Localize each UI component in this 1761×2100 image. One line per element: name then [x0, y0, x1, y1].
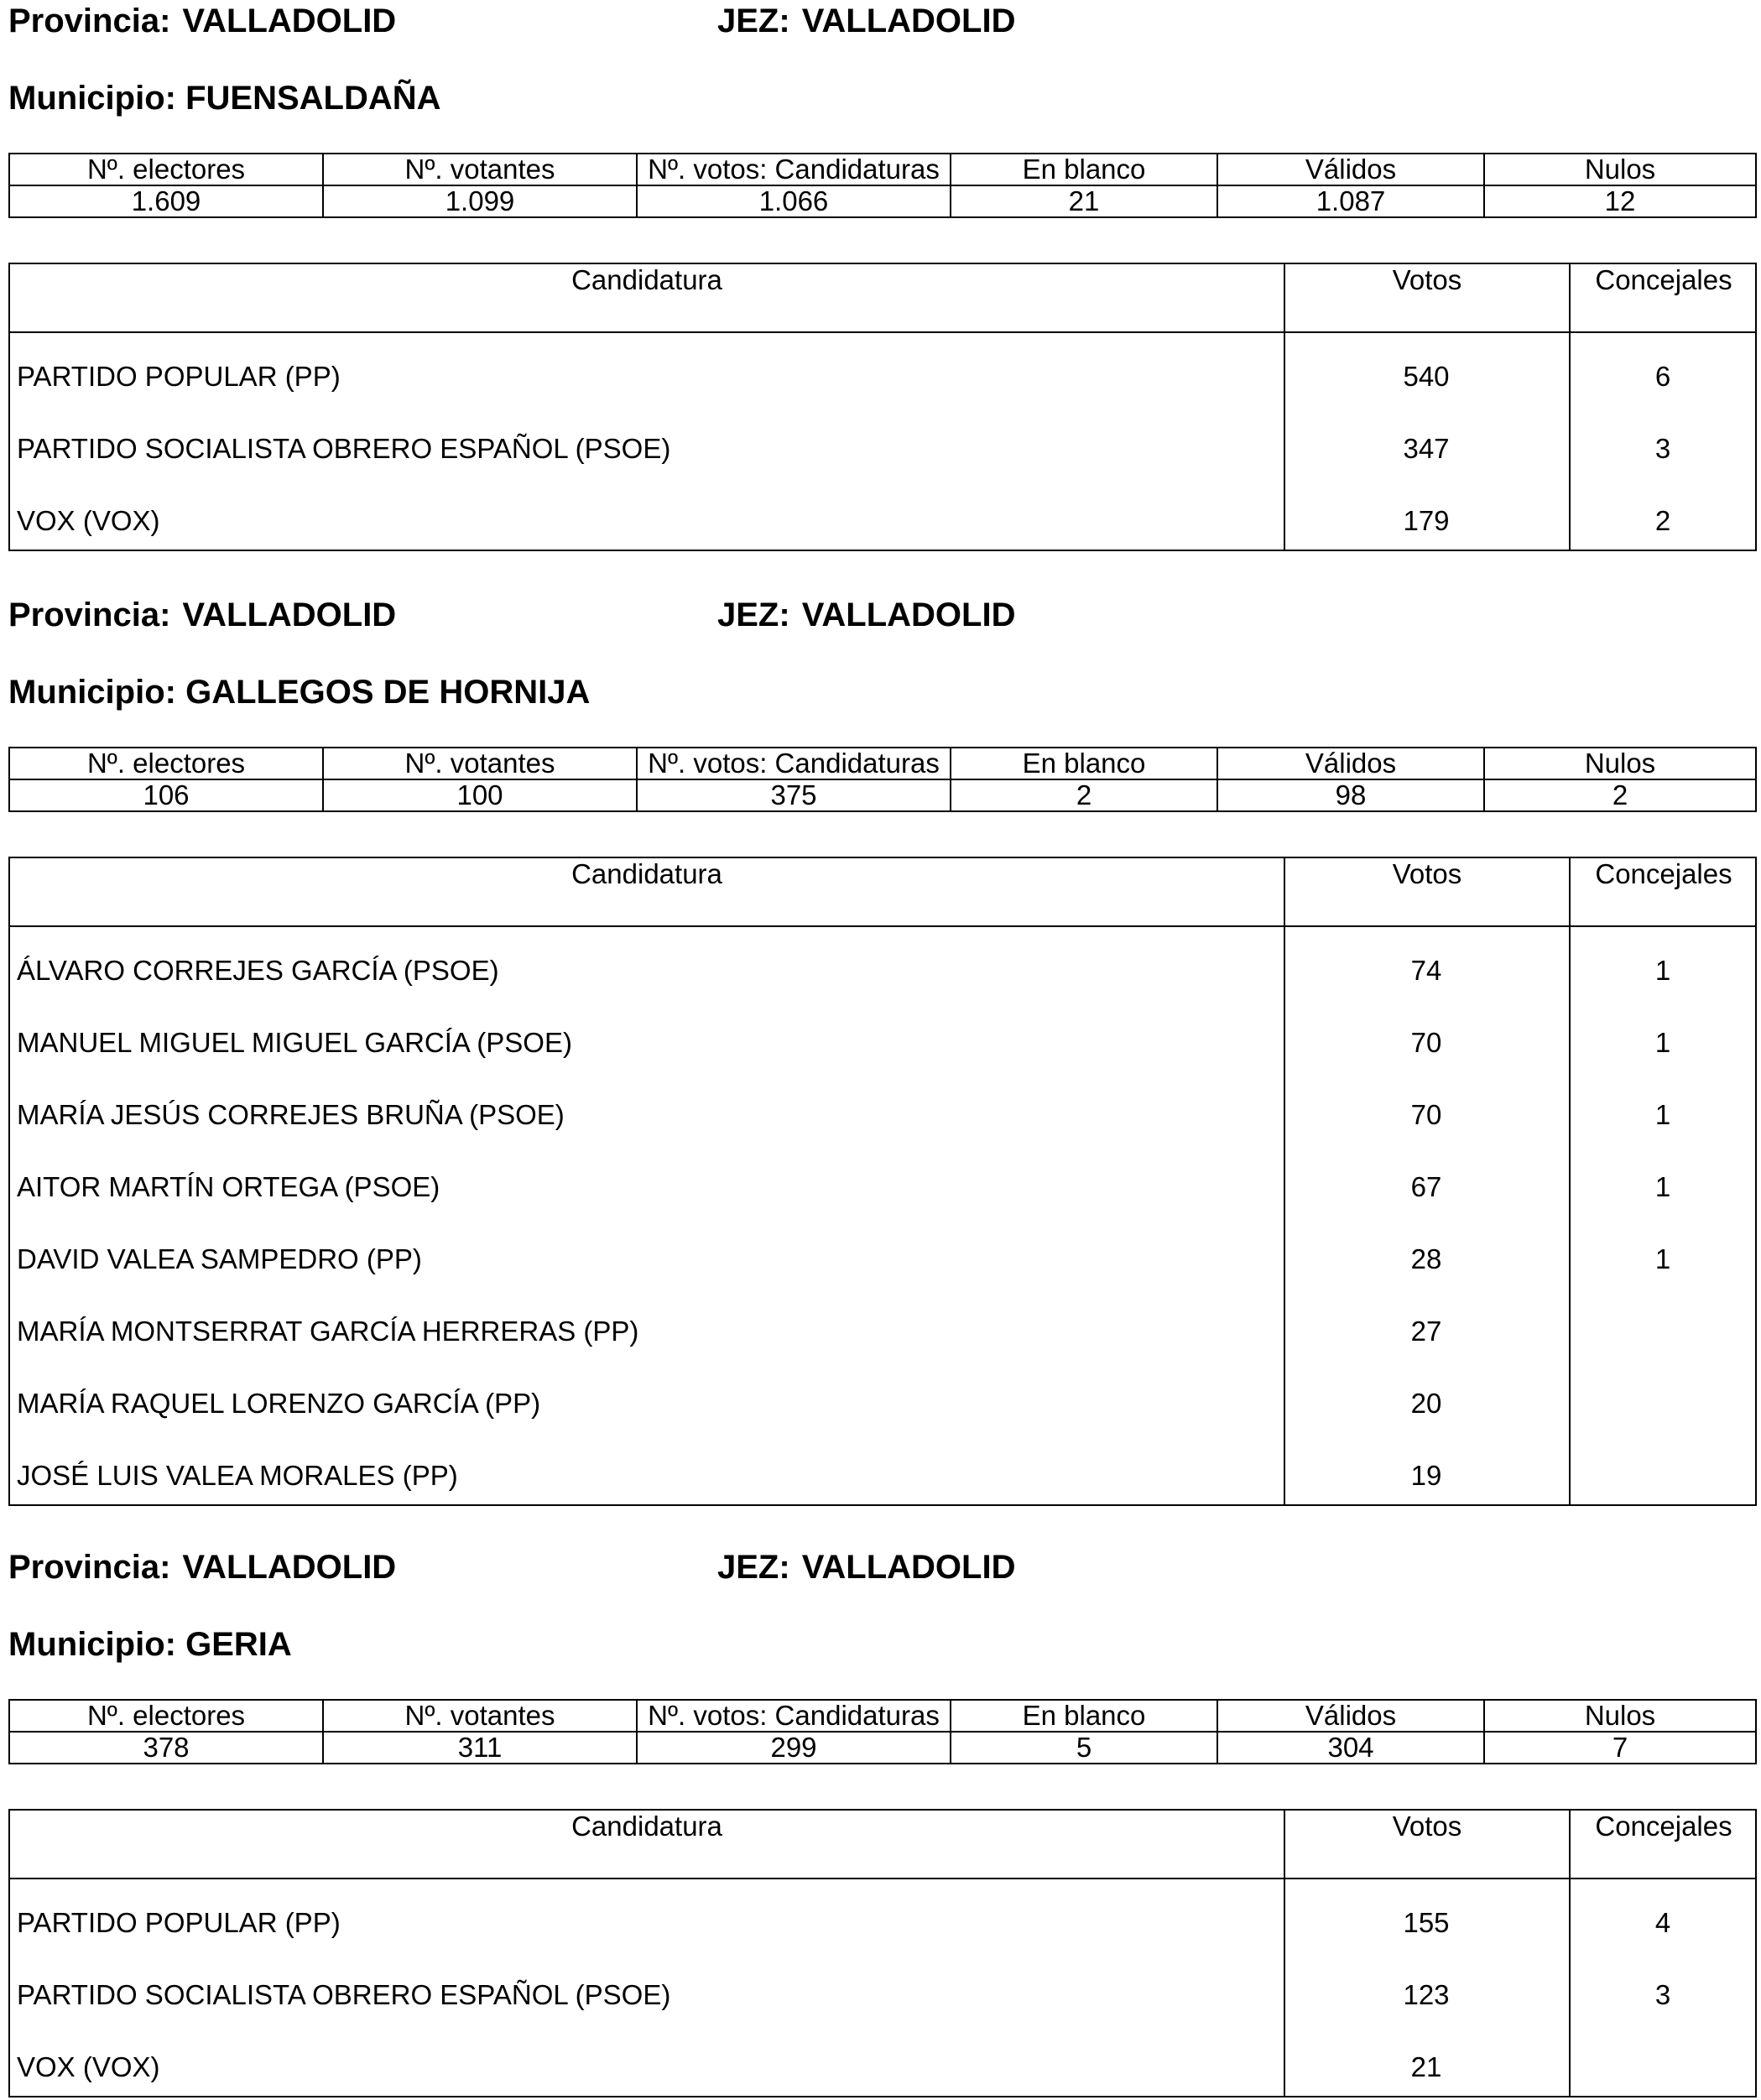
results-row — [10, 1360, 1755, 1432]
summary-header-cell: Válidos — [1217, 154, 1484, 185]
summary-value-cell: 1.066 — [637, 185, 951, 217]
summary-value-cell: 1.099 — [323, 185, 637, 217]
jez-value: VALLADOLID — [801, 1549, 1016, 1586]
summary-header-cell: Válidos — [1217, 1700, 1484, 1732]
summary-value-cell: 2 — [951, 779, 1217, 811]
candidatura-cell: AITOR MARTÍN ORTEGA (PSOE) — [17, 1170, 440, 1202]
provincia-heading — [8, 0, 396, 42]
municipio-heading — [8, 671, 590, 713]
summary-value-cell: 1.087 — [1217, 185, 1484, 217]
results-header-votos: Votos — [1284, 858, 1569, 925]
municipio-value: GERIA — [185, 1626, 292, 1663]
summary-value-cell: 378 — [9, 1732, 323, 1764]
concejales-cell — [1569, 1360, 1755, 1432]
candidatura-cell: PARTIDO SOCIALISTA OBRERO ESPAÑOL (PSOE) — [17, 432, 671, 464]
results-row — [10, 1951, 1755, 2024]
votos-cell: 27 — [1284, 1288, 1567, 1360]
summary-value-cell: 1.609 — [9, 185, 323, 217]
provincia-value: VALLADOLID — [182, 597, 397, 633]
votos-cell: 70 — [1284, 1071, 1567, 1144]
results-row — [10, 1071, 1755, 1144]
municipio-heading — [8, 77, 441, 119]
results-row — [10, 1216, 1755, 1288]
concejales-cell: 1 — [1569, 1216, 1755, 1288]
summary-value-row — [9, 779, 1756, 811]
summary-value-cell: 106 — [9, 779, 323, 811]
results-header-row — [10, 1811, 1755, 1879]
municipio-label: Municipio: — [8, 80, 176, 117]
results-row — [10, 1432, 1755, 1504]
results-header-row — [10, 264, 1755, 333]
provincia-label: Provincia: — [8, 1549, 171, 1586]
summary-value-cell: 100 — [323, 779, 637, 811]
results-header-candidatura: Candidatura — [571, 858, 722, 889]
votos-cell: 540 — [1284, 333, 1567, 405]
concejales-cell: 1 — [1569, 927, 1755, 999]
summary-header-cell: Nº. electores — [9, 748, 323, 779]
jez-value: VALLADOLID — [801, 597, 1016, 633]
results-header-candidatura: Candidatura — [571, 264, 722, 295]
jez-label: JEZ: — [717, 597, 790, 633]
jez-heading — [717, 0, 1015, 42]
votos-cell: 20 — [1284, 1360, 1567, 1432]
candidatura-cell: MANUEL MIGUEL MIGUEL GARCÍA (PSOE) — [17, 1026, 572, 1058]
summary-header-row — [9, 154, 1756, 185]
results-row — [10, 477, 1755, 550]
summary-value-cell: 98 — [1217, 779, 1484, 811]
provincia-value: VALLADOLID — [182, 1549, 397, 1586]
results-table — [8, 1809, 1757, 2097]
municipio-value: GALLEGOS DE HORNIJA — [185, 674, 591, 711]
summary-header-cell: Válidos — [1217, 748, 1484, 779]
provincia-value: VALLADOLID — [182, 3, 397, 39]
summary-header-cell: Nº. electores — [9, 154, 323, 185]
summary-header-cell: Nulos — [1484, 1700, 1756, 1732]
summary-value-cell: 304 — [1217, 1732, 1484, 1764]
jez-value: VALLADOLID — [801, 3, 1016, 39]
provincia-heading — [8, 1546, 396, 1588]
summary-table — [8, 747, 1757, 812]
municipio-value: FUENSALDAÑA — [185, 80, 441, 117]
summary-header-row — [9, 1700, 1756, 1732]
provincia-heading — [8, 594, 396, 636]
results-header-concejales: Concejales — [1569, 858, 1757, 925]
concejales-cell: 1 — [1569, 999, 1755, 1071]
results-header-candidatura: Candidatura — [571, 1811, 722, 1842]
votos-cell: 347 — [1284, 405, 1567, 477]
concejales-cell: 1 — [1569, 1144, 1755, 1216]
summary-header-cell: Nº. votantes — [323, 748, 637, 779]
results-row — [10, 999, 1755, 1071]
summary-value-row — [9, 1732, 1756, 1764]
summary-header-cell: Nulos — [1484, 154, 1756, 185]
summary-header-cell: En blanco — [951, 1700, 1217, 1732]
municipio-label: Municipio: — [8, 1626, 176, 1663]
summary-value-cell: 5 — [951, 1732, 1217, 1764]
summary-header-cell: Nº. votos: Candidaturas — [637, 154, 951, 185]
concejales-cell: 6 — [1569, 333, 1755, 405]
summary-header-cell: Nº. votantes — [323, 154, 637, 185]
candidatura-cell: PARTIDO POPULAR (PP) — [17, 1906, 341, 1938]
concejales-cell — [1569, 1432, 1755, 1504]
municipio-heading — [8, 1623, 292, 1665]
candidatura-cell: PARTIDO POPULAR (PP) — [17, 360, 341, 392]
candidatura-cell: MARÍA JESÚS CORREJES BRUÑA (PSOE) — [17, 1098, 565, 1130]
concejales-cell: 2 — [1569, 477, 1755, 550]
concejales-cell: 3 — [1569, 1951, 1755, 2024]
summary-value-cell: 311 — [323, 1732, 637, 1764]
results-row — [10, 1144, 1755, 1216]
candidatura-cell: MARÍA MONTSERRAT GARCÍA HERRERAS (PP) — [17, 1315, 639, 1347]
concejales-cell: 3 — [1569, 405, 1755, 477]
votos-cell: 179 — [1284, 477, 1567, 550]
summary-header-cell: Nº. votos: Candidaturas — [637, 1700, 951, 1732]
jez-label: JEZ: — [717, 1549, 790, 1586]
summary-value-cell: 2 — [1484, 779, 1756, 811]
concejales-cell — [1569, 1288, 1755, 1360]
summary-value-cell: 7 — [1484, 1732, 1756, 1764]
results-table — [8, 263, 1757, 551]
summary-header-cell: Nº. electores — [9, 1700, 323, 1732]
results-row — [10, 1288, 1755, 1360]
votos-cell: 19 — [1284, 1432, 1567, 1504]
jez-label: JEZ: — [717, 3, 790, 39]
candidatura-cell: ÁLVARO CORREJES GARCÍA (PSOE) — [17, 954, 499, 986]
summary-table — [8, 1699, 1757, 1764]
results-header-row — [10, 858, 1755, 927]
summary-header-cell: Nulos — [1484, 748, 1756, 779]
provincia-label: Provincia: — [8, 3, 171, 39]
results-row — [10, 2024, 1755, 2096]
concejales-cell: 1 — [1569, 1071, 1755, 1144]
votos-cell: 67 — [1284, 1144, 1567, 1216]
votos-cell: 70 — [1284, 999, 1567, 1071]
summary-value-cell: 375 — [637, 779, 951, 811]
candidatura-cell: VOX (VOX) — [17, 504, 160, 536]
candidatura-cell: DAVID VALEA SAMPEDRO (PP) — [17, 1243, 422, 1274]
concejales-cell: 4 — [1569, 1879, 1755, 1951]
results-header-votos: Votos — [1284, 1811, 1569, 1878]
votos-cell: 28 — [1284, 1216, 1567, 1288]
candidatura-cell: MARÍA RAQUEL LORENZO GARCÍA (PP) — [17, 1387, 541, 1419]
candidatura-cell: VOX (VOX) — [17, 2050, 160, 2082]
results-header-concejales: Concejales — [1569, 1811, 1757, 1878]
concejales-cell — [1569, 2024, 1755, 2096]
results-row — [10, 333, 1755, 405]
votos-cell: 123 — [1284, 1951, 1567, 2024]
summary-value-row — [9, 185, 1756, 217]
results-header-votos: Votos — [1284, 264, 1569, 331]
summary-value-cell: 21 — [951, 185, 1217, 217]
summary-table — [8, 153, 1757, 218]
results-row — [10, 927, 1755, 999]
summary-value-cell: 299 — [637, 1732, 951, 1764]
summary-header-cell: En blanco — [951, 154, 1217, 185]
votos-cell: 21 — [1284, 2024, 1567, 2096]
results-row — [10, 1879, 1755, 1951]
candidatura-cell: JOSÉ LUIS VALEA MORALES (PP) — [17, 1459, 458, 1491]
jez-heading — [717, 1546, 1015, 1588]
summary-header-row — [9, 748, 1756, 779]
summary-header-cell: Nº. votantes — [323, 1700, 637, 1732]
results-table — [8, 857, 1757, 1506]
municipio-label: Municipio: — [8, 674, 176, 711]
votos-cell: 74 — [1284, 927, 1567, 999]
votos-cell: 155 — [1284, 1879, 1567, 1951]
candidatura-cell: PARTIDO SOCIALISTA OBRERO ESPAÑOL (PSOE) — [17, 1978, 671, 2010]
jez-heading — [717, 594, 1015, 636]
results-header-concejales: Concejales — [1569, 264, 1757, 331]
provincia-label: Provincia: — [8, 597, 171, 633]
summary-header-cell: En blanco — [951, 748, 1217, 779]
summary-value-cell: 12 — [1484, 185, 1756, 217]
results-row — [10, 405, 1755, 477]
summary-header-cell: Nº. votos: Candidaturas — [637, 748, 951, 779]
